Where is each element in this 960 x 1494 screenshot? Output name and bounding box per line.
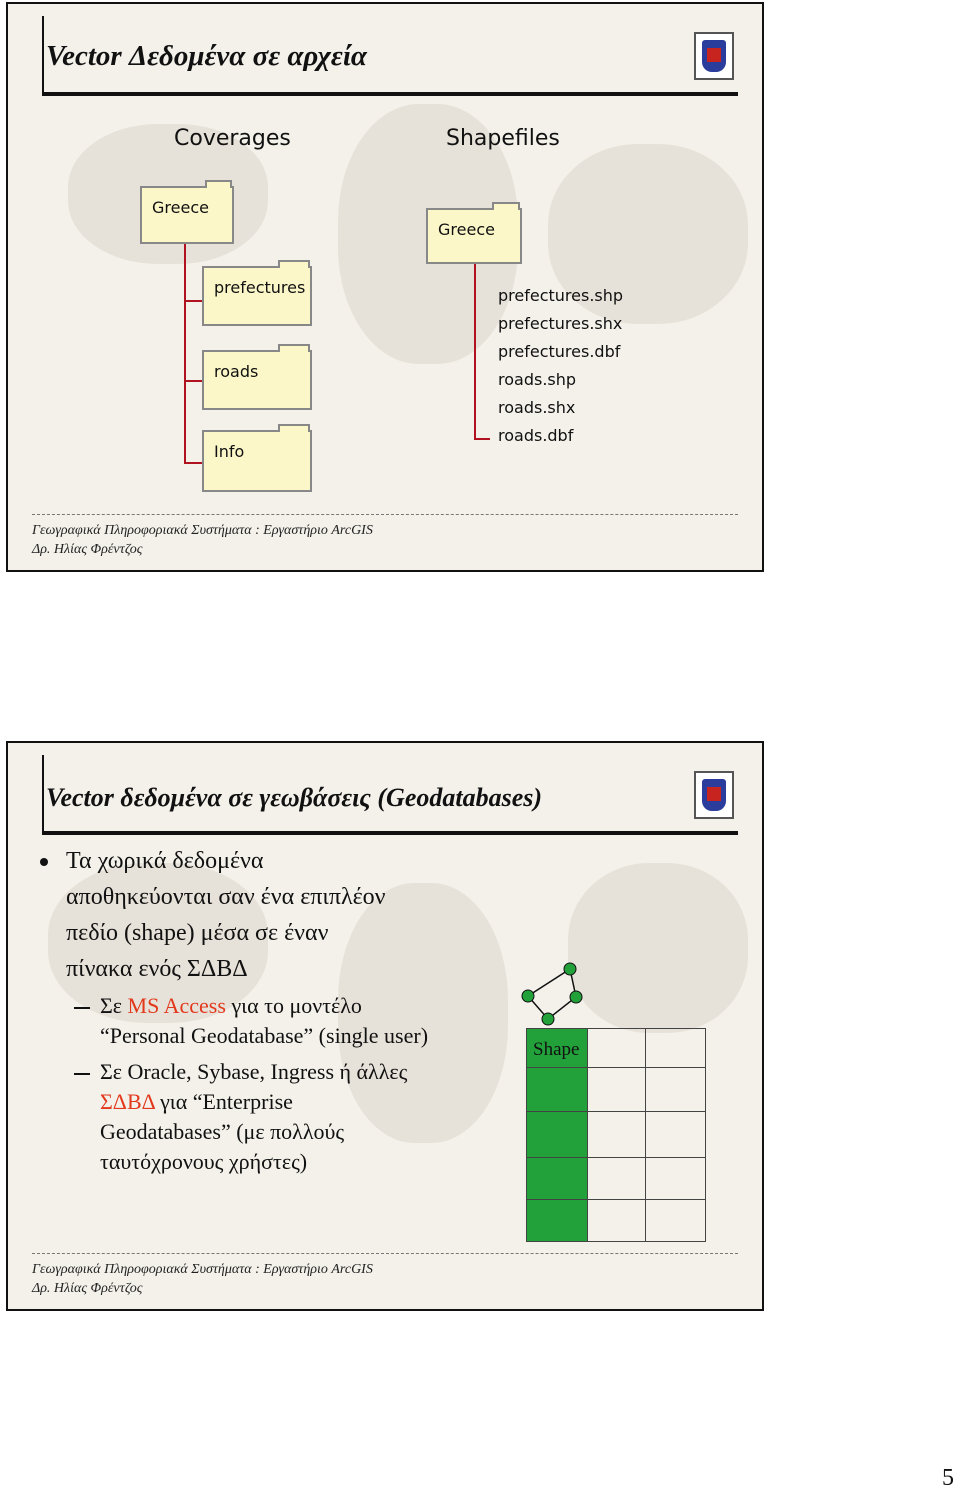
coverage-root-label: Greece xyxy=(152,198,209,217)
bullet-line: Τα χωρικά δεδομένα xyxy=(66,848,264,874)
ms-access-highlight: MS Access xyxy=(127,993,226,1018)
slide-title: Vector Δεδομένα σε αρχεία xyxy=(46,40,367,72)
footer-course: Γεωγραφικά Πληροφοριακά Συστήματα : Εργαστήριο ArcGIS xyxy=(32,523,373,538)
title-vertical-rule xyxy=(42,755,44,835)
tree-connector xyxy=(184,300,202,302)
coverage-child-label: prefectures xyxy=(214,278,306,297)
footer-course: Γεωγραφικά Πληροφοριακά Συστήματα : Εργαστήριο ArcGIS xyxy=(32,1262,373,1277)
footer-rule xyxy=(32,1253,738,1254)
sub-bullet-access: Σε MS Access για το μοντέλο “Personal Geodatabase” (single user) xyxy=(100,993,429,1048)
footer xyxy=(32,1260,373,1298)
polygon-shape-icon xyxy=(514,959,604,1029)
sdbd-highlight: ΣΔΒΔ xyxy=(100,1089,155,1114)
sub-bullet-dash-icon xyxy=(74,1073,90,1075)
bullet-text xyxy=(66,843,386,987)
slide-title: Vector δεδομένα σε γεωβάσεις (Geodatabases) xyxy=(46,783,543,812)
file-item: prefectures.shp xyxy=(498,286,624,305)
file-item: roads.dbf xyxy=(498,426,574,445)
folder-icon xyxy=(140,186,234,244)
tree-connector xyxy=(184,380,202,382)
file-item: prefectures.dbf xyxy=(498,342,621,361)
title-rule xyxy=(42,831,738,835)
university-logo-icon xyxy=(694,32,734,80)
footer-author: Δρ. Ηλίας Φρέντζος xyxy=(32,1281,143,1296)
folder-icon xyxy=(202,430,312,492)
tree-connector xyxy=(474,264,476,440)
coverage-child-label: Info xyxy=(214,442,245,461)
footer-author: Δρ. Ηλίας Φρέντζος xyxy=(32,542,143,557)
tree-connector xyxy=(474,438,490,440)
tree-connector xyxy=(184,244,186,464)
folder-icon xyxy=(202,350,312,410)
tree-connector xyxy=(184,462,202,464)
footer-rule xyxy=(32,514,738,515)
bullet-line: αποθηκεύονται σαν ένα επιπλέον xyxy=(66,884,386,910)
file-item: roads.shp xyxy=(498,370,577,389)
bullet-line: πεδίο (shape) μέσα σε έναν xyxy=(66,920,329,946)
coverage-child-label: roads xyxy=(214,362,259,381)
university-logo-icon xyxy=(694,771,734,819)
coverages-heading: Coverages xyxy=(174,126,291,151)
slide-vector-files xyxy=(6,2,764,572)
attribute-table xyxy=(526,1028,706,1242)
bullet-line: πίνακα ενός ΣΔΒΔ xyxy=(66,956,248,982)
shapefiles-heading: Shapefiles xyxy=(446,126,560,151)
page-number: 5 xyxy=(942,1465,954,1491)
folder-icon xyxy=(202,266,312,326)
shape-column-header: Shape xyxy=(533,1039,580,1060)
sub-bullet-dash-icon xyxy=(74,1007,90,1009)
shapefile-root-label: Greece xyxy=(438,220,495,239)
title-vertical-rule xyxy=(42,16,44,96)
slide-geodatabases xyxy=(6,741,764,1311)
footer xyxy=(32,521,373,559)
title-rule xyxy=(42,92,738,96)
bullet-dot-icon xyxy=(40,858,48,866)
folder-icon xyxy=(426,208,522,264)
file-item: roads.shx xyxy=(498,398,576,417)
file-item: prefectures.shx xyxy=(498,314,623,333)
sub-bullet-enterprise: Σε Oracle, Sybase, Ingress ή άλλες ΣΔΒΔ για “Enterprise Geodatabases” (με πολλούς ταυτόχρονους χρήστες) xyxy=(100,1059,408,1174)
